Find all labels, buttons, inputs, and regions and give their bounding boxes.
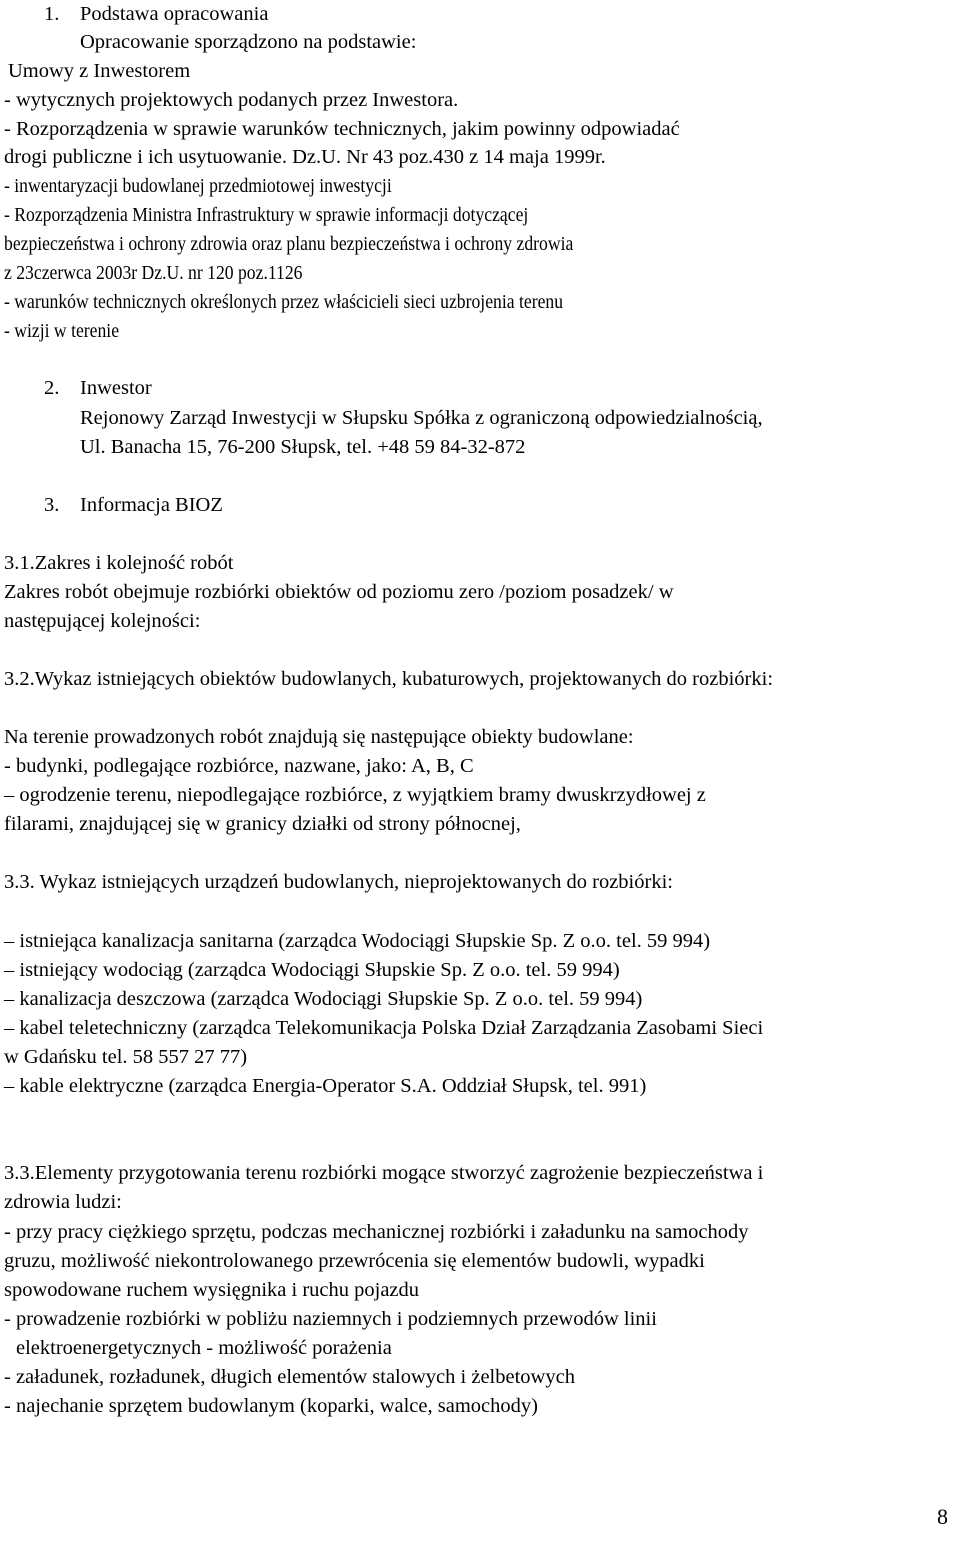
section-1-item: - warunków technicznych określonych przez właścicieli sieci uzbrojenia terenu: [4, 291, 564, 313]
section-3-number: 3.: [44, 494, 60, 516]
section-3-2-text: filarami, znajdującej się w granicy działki od strony północnej,: [4, 813, 521, 835]
section-1-item: - wizji w terenie: [4, 320, 120, 342]
section-1-item: bezpieczeństwa i ochrony zdrowia oraz planu bezpieczeństwa i ochrony zdrowia: [4, 233, 574, 255]
section-3-3-heading: 3.3. Wykaz istniejących urządzeń budowlanych, nieprojektowanych do rozbiórki:: [4, 871, 673, 893]
section-3-3b-heading: 3.3.Elementy przygotowania terenu rozbiórki mogące stworzyć zagrożenie bezpieczeństwa i: [4, 1162, 764, 1184]
section-1-heading: Podstawa opracowania: [80, 3, 269, 25]
section-1-item: z 23czerwca 2003r Dz.U. nr 120 poz.1126: [4, 262, 303, 284]
hazard-item: elektroenergetycznych - możliwość porażenia: [16, 1337, 392, 1359]
section-2-number: 2.: [44, 377, 60, 399]
hazard-item: spowodowane ruchem wysięgnika i ruchu pojazdu: [4, 1279, 420, 1301]
section-3-1-text: następującej kolejności:: [4, 610, 201, 632]
utility-item: w Gdańsku tel. 58 557 27 77): [4, 1046, 248, 1068]
investor-name: Rejonowy Zarząd Inwestycji w Słupsku Spółka z ograniczoną odpowiedzialnością,: [80, 407, 763, 429]
section-1-item: - inwentaryzacji budowlanej przedmiotowej inwestycji: [4, 175, 392, 197]
section-1-item: drogi publiczne i ich usytuowanie. Dz.U. Nr 43 poz.430 z 14 maja 1999r.: [4, 146, 606, 168]
section-1-item: - Rozporządzenia Ministra Infrastruktury w sprawie informacji dotyczącej: [4, 204, 529, 226]
section-3-2-text: - budynki, podlegające rozbiórce, nazwane, jako: A, B, C: [4, 755, 474, 777]
section-3-2-heading: 3.2.Wykaz istniejących obiektów budowlanych, kubaturowych, projektowanych do rozbiórki:: [4, 668, 774, 690]
section-3-1-text: Zakres robót obejmuje rozbiórki obiektów od poziomu zero /poziom posadzek/ w: [4, 581, 674, 603]
utility-item: – kanalizacja deszczowa (zarządca Wodociągi Słupskie Sp. Z o.o. tel. 59 994): [4, 988, 643, 1010]
utility-item: – istniejący wodociąg (zarządca Wodociągi Słupskie Sp. Z o.o. tel. 59 994): [4, 959, 620, 981]
section-3-3b-heading: zdrowia ludzi:: [4, 1191, 122, 1213]
section-3-1-heading: 3.1.Zakres i kolejność robót: [4, 552, 234, 574]
section-1-number: 1.: [44, 3, 60, 25]
section-2-heading: Inwestor: [80, 377, 152, 399]
section-3-heading: Informacja BIOZ: [80, 494, 223, 516]
investor-address: Ul. Banacha 15, 76-200 Słupsk, tel. +48 59 84-32-872: [80, 436, 526, 458]
section-1-item: - wytycznych projektowych podanych przez Inwestora.: [4, 89, 459, 111]
section-3-2-text: Na terenie prowadzonych robót znajdują się następujące obiekty budowlane:: [4, 726, 634, 748]
section-1-item: Umowy z Inwestorem: [8, 60, 191, 82]
hazard-item: - przy pracy ciężkiego sprzętu, podczas mechanicznej rozbiórki i załadunku na samochody: [4, 1221, 749, 1243]
hazard-item: - najechanie sprzętem budowlanym (koparki, walce, samochody): [4, 1395, 538, 1417]
utility-item: – kable elektryczne (zarządca Energia-Operator S.A. Oddział Słupsk, tel. 991): [4, 1075, 647, 1097]
utility-item: – kabel teletechniczny (zarządca Telekomunikacja Polska Dział Zarządzania Zasobami Sieci: [4, 1017, 764, 1039]
section-3-2-text: – ogrodzenie terenu, niepodlegające rozbiórce, z wyjątkiem bramy dwuskrzydłowej z: [4, 784, 706, 806]
hazard-item: gruzu, możliwość niekontrolowanego przewrócenia się elementów budowli, wypadki: [4, 1250, 705, 1272]
hazard-item: - prowadzenie rozbiórki w pobliżu naziemnych i podziemnych przewodów linii: [4, 1308, 657, 1330]
section-1-intro: Opracowanie sporządzono na podstawie:: [80, 31, 417, 53]
utility-item: – istniejąca kanalizacja sanitarna (zarządca Wodociągi Słupskie Sp. Z o.o. tel. 59 994): [4, 930, 711, 952]
page-number: 8: [937, 1504, 948, 1529]
hazard-item: - załadunek, rozładunek, długich elementów stalowych i żelbetowych: [4, 1366, 575, 1388]
section-1-item: - Rozporządzenia w sprawie warunków technicznych, jakim powinny odpowiadać: [4, 118, 680, 140]
